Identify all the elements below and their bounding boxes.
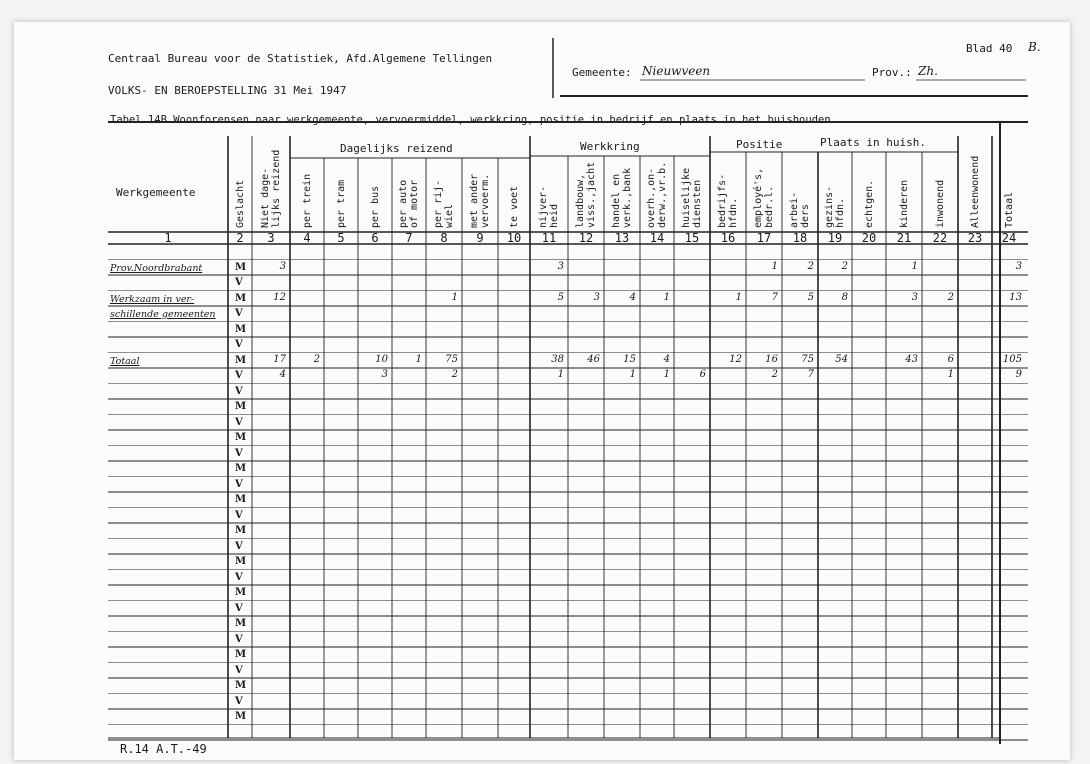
form-code: R.14 A.T.-49 bbox=[120, 742, 207, 756]
municipality-label: Gemeente: bbox=[572, 66, 632, 79]
cell-value: 12 bbox=[729, 353, 742, 365]
column-number: 15 bbox=[684, 231, 700, 245]
cell-value: 1 bbox=[911, 260, 918, 272]
sex-label: M bbox=[235, 525, 247, 536]
col-header-c15: huiselijke diensten bbox=[681, 167, 703, 228]
sex-label: M bbox=[235, 680, 247, 691]
cell-value: 75 bbox=[445, 353, 458, 365]
column-number: 13 bbox=[614, 231, 630, 245]
sex-label: M bbox=[235, 463, 247, 474]
col-header-c7: per auto of motor bbox=[398, 179, 420, 228]
cell-value: 10 bbox=[375, 353, 388, 365]
census-title: VOLKS- EN BEROEPSTELLING 31 Mei 1947 bbox=[108, 84, 347, 97]
column-number: 1 bbox=[164, 231, 172, 245]
column-number: 12 bbox=[578, 231, 594, 245]
cell-value: 2 bbox=[807, 260, 814, 272]
group-position: Positie bbox=[736, 138, 783, 151]
cell-value: 1 bbox=[451, 291, 458, 303]
sex-label: V bbox=[235, 447, 243, 459]
sex-label: V bbox=[235, 695, 243, 707]
col-header-c10: te voet bbox=[508, 185, 520, 228]
cell-value: 4 bbox=[629, 291, 636, 303]
province-label: Prov.: bbox=[872, 66, 912, 79]
col-header-c14: overh.,on- derw.,vr.b. bbox=[646, 161, 668, 228]
sex-label: V bbox=[235, 602, 243, 614]
cell-value: 2 bbox=[771, 369, 778, 380]
cell-value: 1 bbox=[557, 369, 564, 380]
cell-value: 2 bbox=[313, 353, 320, 365]
cell-value: 38 bbox=[551, 353, 564, 365]
sex-label: V bbox=[235, 509, 243, 521]
sex-label: V bbox=[235, 385, 243, 397]
sex-label: V bbox=[235, 277, 243, 288]
cell-value: 75 bbox=[801, 353, 814, 365]
cell-value: 43 bbox=[905, 353, 918, 365]
cell-value: 2 bbox=[841, 260, 848, 272]
col-header-c19: gezins- hfdn. bbox=[824, 185, 846, 228]
cell-value: 7 bbox=[807, 369, 814, 380]
cell-value: 16 bbox=[765, 353, 778, 365]
cell-value: 1 bbox=[415, 353, 422, 365]
sex-label: M bbox=[235, 587, 247, 598]
cell-value: 4 bbox=[663, 353, 670, 365]
col-header-c4: per trein bbox=[301, 173, 313, 228]
col-werkgemeente: Werkgemeente bbox=[116, 186, 196, 199]
sex-label: M bbox=[235, 261, 247, 273]
cell-value: 6 bbox=[947, 353, 954, 365]
sex-label: V bbox=[235, 664, 243, 676]
sex-label: M bbox=[235, 401, 247, 412]
cell-value: 105 bbox=[1002, 353, 1022, 365]
row-label: Werkzaam in ver- bbox=[110, 293, 195, 305]
column-number: 24 bbox=[1001, 231, 1017, 245]
column-number: 20 bbox=[861, 231, 877, 245]
column-number: 5 bbox=[337, 231, 345, 245]
cell-value: 1 bbox=[947, 369, 954, 380]
sex-label: V bbox=[235, 478, 243, 490]
cell-value: 8 bbox=[841, 291, 848, 303]
column-number: 8 bbox=[440, 231, 448, 245]
cell-value: 17 bbox=[273, 353, 286, 365]
cell-value: 1 bbox=[629, 369, 636, 380]
sex-label: M bbox=[235, 618, 247, 629]
col-header-c13: handel en verk.,bank bbox=[611, 167, 633, 228]
column-number: 18 bbox=[792, 231, 808, 245]
municipality-value: Nieuwveen bbox=[642, 64, 711, 78]
sex-label: V bbox=[235, 339, 243, 350]
cell-value: 3 bbox=[381, 369, 388, 380]
sex-label: V bbox=[235, 571, 243, 583]
cell-value: 3 bbox=[1015, 260, 1022, 272]
column-number: 19 bbox=[827, 231, 843, 245]
col-header-c6: per bus bbox=[369, 185, 381, 228]
col-header-c9: met ander vervoerm. bbox=[469, 173, 491, 228]
cell-value: 2 bbox=[947, 291, 954, 303]
column-number: 7 bbox=[405, 231, 413, 245]
cell-value: 46 bbox=[587, 353, 600, 365]
cell-value: 1 bbox=[663, 291, 670, 303]
col-header-c12: landbouw, viss.,jacht bbox=[575, 161, 597, 228]
cell-value: 1 bbox=[771, 260, 778, 272]
cell-value: 1 bbox=[735, 291, 742, 303]
sheet-number: Blad 40 bbox=[966, 42, 1013, 55]
sex-label: V bbox=[235, 540, 243, 552]
row-label: Prov.Noordbrabant bbox=[110, 262, 203, 274]
col-header-c20: echtgen. bbox=[863, 179, 875, 228]
column-number: 2 bbox=[236, 231, 244, 245]
bureau-title: Centraal Bureau voor de Statistiek, Afd.Algemene Tellingen bbox=[108, 52, 493, 65]
sex-label: V bbox=[235, 370, 243, 381]
col-header-c11: nijver- heid bbox=[538, 185, 560, 228]
sex-label: M bbox=[235, 292, 247, 304]
row-label: schillende gemeenten bbox=[110, 309, 216, 320]
col-header-c8: per rij- wiel bbox=[433, 179, 455, 228]
sex-label: V bbox=[235, 416, 243, 428]
column-number: 23 bbox=[967, 231, 983, 245]
column-number: 10 bbox=[506, 231, 522, 245]
sex-label: M bbox=[235, 494, 247, 505]
column-number: 4 bbox=[303, 231, 311, 245]
sex-label: M bbox=[235, 354, 247, 366]
row-label: Totaal bbox=[110, 355, 140, 367]
col-header-c5: per tram bbox=[335, 179, 347, 228]
col-header-c17: employé's, bedr.l. bbox=[753, 167, 775, 228]
col-header-c3: Niet dage- lijks reizend bbox=[260, 149, 282, 228]
col-header-c23: Alleenwonend bbox=[969, 155, 981, 228]
column-number: 11 bbox=[541, 231, 557, 245]
column-number: 14 bbox=[649, 231, 665, 245]
sex-label: M bbox=[235, 556, 247, 567]
province-value: Zh. bbox=[918, 64, 938, 78]
group-household: Plaats in huish. bbox=[820, 136, 926, 149]
column-number: 21 bbox=[896, 231, 912, 245]
cell-value: 7 bbox=[771, 291, 778, 303]
sex-label: M bbox=[235, 649, 247, 660]
column-number: 6 bbox=[371, 231, 379, 245]
group-work: Werkkring bbox=[580, 140, 640, 153]
col-header-c2: Geslacht bbox=[234, 179, 246, 228]
cell-value: 5 bbox=[557, 291, 564, 303]
sheet-suffix: B. bbox=[1028, 40, 1041, 54]
cell-value: 5 bbox=[807, 291, 814, 303]
cell-value: 54 bbox=[835, 353, 848, 365]
cell-value: 6 bbox=[699, 369, 706, 380]
col-header-c22: inwonend bbox=[934, 179, 946, 228]
cell-value: 3 bbox=[557, 260, 564, 272]
cell-value: 9 bbox=[1015, 369, 1022, 380]
cell-value: 12 bbox=[273, 291, 286, 303]
sex-label: V bbox=[235, 308, 243, 319]
col-header-c18: arbei- ders bbox=[789, 191, 811, 228]
cell-value: 3 bbox=[593, 291, 600, 303]
cell-value: 15 bbox=[623, 353, 636, 365]
col-header-c21: kinderen bbox=[898, 179, 910, 228]
group-daily: Dagelijks reizend bbox=[340, 142, 453, 155]
column-number: 16 bbox=[720, 231, 736, 245]
cell-value: 1 bbox=[663, 369, 670, 380]
sex-label: M bbox=[235, 711, 247, 722]
sex-label: M bbox=[235, 432, 247, 443]
column-number: 3 bbox=[267, 231, 275, 245]
column-number: 9 bbox=[476, 231, 484, 245]
col-header-c16: bedrijfs- hfdn. bbox=[717, 173, 739, 228]
cell-value: 3 bbox=[911, 291, 918, 303]
column-number: 17 bbox=[756, 231, 772, 245]
cell-value: 13 bbox=[1009, 291, 1022, 303]
sex-label: M bbox=[235, 323, 247, 335]
sex-label: V bbox=[235, 633, 243, 645]
cell-value: 2 bbox=[451, 369, 458, 380]
column-number: 22 bbox=[932, 231, 948, 245]
col-header-c24: Totaal bbox=[1003, 191, 1015, 228]
cell-value: 3 bbox=[279, 260, 286, 272]
table-title: Tabel 14B Woonforensen naar werkgemeente, vervoermiddel, werkkring, positie in bedrijf en plaats in het huishouden bbox=[110, 114, 831, 126]
cell-value: 4 bbox=[279, 369, 286, 380]
